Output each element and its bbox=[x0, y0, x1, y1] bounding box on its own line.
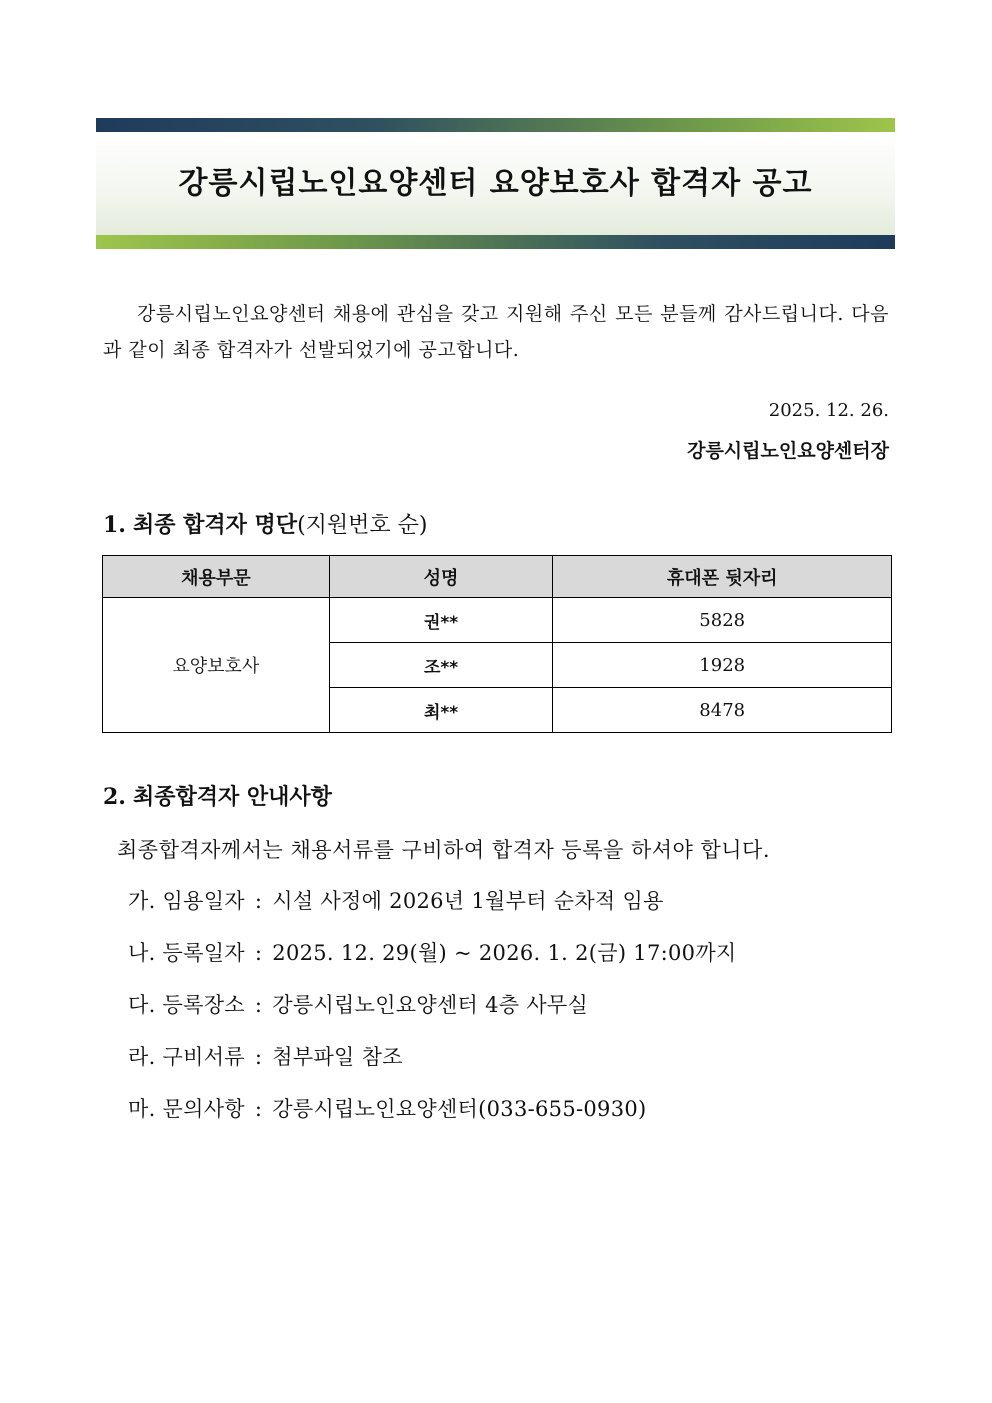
header-name: 성명 bbox=[329, 556, 553, 598]
header-phone: 휴대폰 뒷자리 bbox=[553, 556, 892, 598]
intro-paragraph: 강릉시립노인요양센터 채용에 관심을 갖고 지원해 주신 모든 분들께 감사드립니다. 다음과 같이 최종 합격자가 선발되었기에 공고합니다. bbox=[103, 303, 889, 361]
section-1-suffix: (지원번호 순) bbox=[297, 513, 428, 538]
list-item bbox=[128, 1092, 737, 1144]
info-list bbox=[128, 884, 737, 1144]
item-colon: : bbox=[254, 941, 263, 965]
title-banner bbox=[96, 118, 895, 249]
item-value: 강릉시립노인요양센터(033-655-0930) bbox=[272, 1097, 647, 1121]
item-marker: 가. bbox=[128, 889, 156, 913]
phone-cell: 1928 bbox=[553, 643, 892, 688]
section-1-heading bbox=[103, 508, 427, 539]
item-marker: 라. bbox=[128, 1045, 156, 1069]
item-label: 등록장소 bbox=[162, 993, 245, 1017]
phone-cell: 5828 bbox=[553, 598, 892, 643]
results-table bbox=[102, 555, 892, 733]
item-value: 시설 사정에 2026년 1월부터 순차적 임용 bbox=[272, 889, 664, 913]
item-colon: : bbox=[254, 993, 263, 1017]
item-label: 등록일자 bbox=[162, 941, 245, 965]
section-1-title: 최종 합격자 명단 bbox=[132, 512, 298, 538]
item-label: 구비서류 bbox=[162, 1045, 245, 1069]
item-marker: 다. bbox=[128, 993, 156, 1017]
name-cell: 조** bbox=[329, 643, 553, 688]
item-label: 임용일자 bbox=[162, 889, 245, 913]
item-value: 2025. 12. 29(월) ~ 2026. 1. 2(금) 17:00까지 bbox=[272, 941, 737, 965]
item-marker: 나. bbox=[128, 941, 156, 965]
item-colon: : bbox=[254, 1045, 263, 1069]
item-colon: : bbox=[254, 889, 263, 913]
phone-cell: 8478 bbox=[553, 688, 892, 733]
section-1-number: 1. bbox=[103, 512, 126, 538]
title-top-bar bbox=[96, 118, 895, 132]
item-value: 첨부파일 참조 bbox=[272, 1045, 403, 1069]
list-item bbox=[128, 884, 737, 936]
name-cell: 최** bbox=[329, 688, 553, 733]
item-value: 강릉시립노인요양센터 4층 사무실 bbox=[272, 993, 589, 1017]
department-cell: 요양보호사 bbox=[103, 598, 330, 733]
list-item bbox=[128, 936, 737, 988]
item-colon: : bbox=[254, 1097, 263, 1121]
list-item bbox=[128, 988, 737, 1040]
page-title: 강릉시립노인요양센터 요양보호사 합격자 공고 bbox=[178, 166, 813, 201]
organization-signature: 강릉시립노인요양센터장 bbox=[687, 440, 889, 462]
section-2-number: 2. bbox=[103, 784, 126, 810]
header-department: 채용부문 bbox=[103, 556, 330, 598]
item-marker: 마. bbox=[128, 1097, 156, 1121]
section-2-title: 최종합격자 안내사항 bbox=[132, 784, 332, 810]
table-row bbox=[103, 598, 892, 643]
section-2-heading bbox=[103, 780, 332, 811]
announcement-date: 2025. 12. 26. bbox=[768, 400, 889, 421]
item-label: 문의사항 bbox=[162, 1097, 245, 1121]
name-cell: 권** bbox=[329, 598, 553, 643]
table-header-row bbox=[103, 556, 892, 598]
title-bottom-bar bbox=[96, 235, 895, 249]
notice-text: 최종합격자께서는 채용서류를 구비하여 합격자 등록을 하셔야 합니다. bbox=[117, 838, 771, 862]
list-item bbox=[128, 1040, 737, 1092]
